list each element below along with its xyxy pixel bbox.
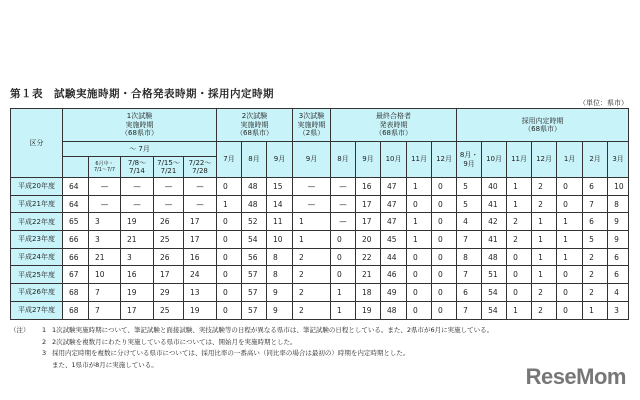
table-row <box>11 301 629 319</box>
header-month: 11月 <box>507 142 532 178</box>
table-cell: 25 <box>154 231 184 249</box>
table-cell: 18 <box>356 284 381 302</box>
table-cell: — <box>121 195 154 213</box>
table-row <box>11 213 629 231</box>
note-number: 1 <box>42 326 47 334</box>
table-cell: 0 <box>557 266 583 284</box>
table-cell: 57 <box>242 266 267 284</box>
table-cell: 2 <box>583 266 608 284</box>
row-label: 平成25年度 <box>11 266 63 284</box>
table-cell: 29 <box>154 284 184 302</box>
resemom-logo: ReseMom <box>525 364 626 389</box>
table-cell: 26 <box>154 248 184 266</box>
table-cell: 5 <box>457 195 482 213</box>
header-month: 12月 <box>432 142 457 178</box>
table-cell: 6 <box>583 213 608 231</box>
table-cell: 0 <box>407 301 432 319</box>
header-month: 11月 <box>407 142 432 178</box>
table-cell: 9 <box>267 284 293 302</box>
table-row <box>11 248 629 266</box>
table-cell: 7 <box>457 266 482 284</box>
table-cell: 2 <box>532 178 557 196</box>
header-week: 7/15～ 7/21 <box>154 157 184 178</box>
notes <box>10 325 493 371</box>
table-cell: 40 <box>482 178 507 196</box>
table-cell: 1 <box>557 213 583 231</box>
table-cell: 19 <box>121 213 154 231</box>
table-cell: — <box>331 213 356 231</box>
table-cell: 0 <box>331 266 356 284</box>
header-week: 6月中・ 7/1～7/7 <box>89 157 121 178</box>
table-cell: 68 <box>63 284 89 302</box>
table-cell: 52 <box>242 213 267 231</box>
table-cell: 0 <box>217 213 242 231</box>
table-cell: 0 <box>217 284 242 302</box>
table-cell: 1 <box>557 231 583 249</box>
table-row <box>11 266 629 284</box>
table-cell: 0 <box>217 231 242 249</box>
table-cell: — <box>89 178 121 196</box>
table-cell: 1 <box>532 213 557 231</box>
table-cell: 56 <box>242 248 267 266</box>
table-cell: 4 <box>608 284 629 302</box>
table-cell: 1 <box>407 231 432 249</box>
table-cell: 0 <box>217 301 242 319</box>
table-cell: 54 <box>482 284 507 302</box>
header-second-exam: 2次試験 実施時期 （68県市） <box>217 109 293 142</box>
table-cell: 1 <box>557 248 583 266</box>
table-cell: 0 <box>432 301 457 319</box>
table-cell: 45 <box>381 231 407 249</box>
table-cell: 3 <box>121 248 154 266</box>
table-cell: 64 <box>63 178 89 196</box>
table-cell: 0 <box>507 248 532 266</box>
table-cell: 2 <box>293 248 331 266</box>
table-cell: — <box>184 195 217 213</box>
table-cell: 16 <box>184 248 217 266</box>
table-cell: 0 <box>407 284 432 302</box>
header-month: 1月 <box>557 142 583 178</box>
table-cell: 41 <box>482 231 507 249</box>
header-month: 10月 <box>482 142 507 178</box>
table-row <box>11 178 629 196</box>
table-cell: — <box>184 178 217 196</box>
table-cell: 2 <box>532 195 557 213</box>
table-cell: 2 <box>293 284 331 302</box>
table-cell: 1 <box>583 301 608 319</box>
schedule-table <box>10 108 629 320</box>
table-cell: 8 <box>457 248 482 266</box>
table-cell: 0 <box>432 284 457 302</box>
header-month: 8月 <box>331 142 356 178</box>
table-cell: 54 <box>482 301 507 319</box>
table-cell: 17 <box>184 231 217 249</box>
table-cell: 13 <box>184 284 217 302</box>
table-cell: 6 <box>608 248 629 266</box>
table-cell: 0 <box>557 195 583 213</box>
table-cell: 48 <box>242 195 267 213</box>
table-cell: — <box>331 178 356 196</box>
table-cell: 26 <box>154 213 184 231</box>
table-cell: 4 <box>457 213 482 231</box>
header-kubun: 区分 <box>11 109 63 178</box>
table-cell: 2 <box>293 301 331 319</box>
note-item <box>10 325 493 337</box>
table-cell: 8 <box>608 195 629 213</box>
table-cell: 21 <box>89 248 121 266</box>
header-week: 7/22～ 7/28 <box>184 157 217 178</box>
table-cell: 9 <box>608 231 629 249</box>
table-cell: 3 <box>608 301 629 319</box>
header-month: 8月・ 9月 <box>457 142 482 178</box>
table-cell: 19 <box>121 284 154 302</box>
table-cell: 0 <box>432 213 457 231</box>
table-cell: 7 <box>89 301 121 319</box>
table-cell: 10 <box>267 231 293 249</box>
table-cell: 1 <box>507 178 532 196</box>
note-item <box>10 337 493 349</box>
header-third-exam: 3次試験 実施時期 （2県） <box>293 109 331 142</box>
row-label: 平成24年度 <box>11 248 63 266</box>
table-cell: 0 <box>407 248 432 266</box>
table-cell: 19 <box>184 301 217 319</box>
table-row <box>11 231 629 249</box>
table-cell: 0 <box>432 231 457 249</box>
row-label: 平成23年度 <box>11 231 63 249</box>
note-text: 1次試験実施時期について、筆記試験と面接試験、実技試験等の日程が異なる県市は、筆記試験の日程としている。また、2県市が6月に実施している。 <box>52 326 494 334</box>
table-cell: 0 <box>331 248 356 266</box>
table-cell: 48 <box>482 248 507 266</box>
table-cell: 0 <box>432 195 457 213</box>
header-month: 2月 <box>583 142 608 178</box>
table-cell: 57 <box>242 284 267 302</box>
row-label: 平成20年度 <box>11 178 63 196</box>
note-text: また、1県市が8月に実施している。 <box>52 360 158 369</box>
table-cell: 0 <box>432 266 457 284</box>
table-cell: 0 <box>217 178 242 196</box>
note-item <box>10 360 493 372</box>
note-text: 採用内定時期を複数に分けている県市については、採用比率の一番高い（同比率の場合は最初の）時期を内定時期とした。 <box>52 349 410 357</box>
table-cell: 0 <box>217 266 242 284</box>
table-cell: 1 <box>331 301 356 319</box>
note-number: 2 <box>42 337 47 346</box>
table-cell: 0 <box>331 231 356 249</box>
table-cell: 17 <box>121 301 154 319</box>
table-cell: 6 <box>608 266 629 284</box>
table-cell: 1 <box>532 248 557 266</box>
table-cell: 1 <box>217 195 242 213</box>
table-cell: 0 <box>432 178 457 196</box>
table-cell: 11 <box>267 213 293 231</box>
table-cell: 67 <box>63 266 89 284</box>
table-cell: 8 <box>267 248 293 266</box>
table-row <box>11 195 629 213</box>
table-cell: 10 <box>608 178 629 196</box>
table-cell: 7 <box>457 301 482 319</box>
table-cell: 46 <box>381 266 407 284</box>
table-cell: 0 <box>507 266 532 284</box>
table-cell: 0 <box>407 266 432 284</box>
table-cell: 3 <box>89 213 121 231</box>
table-cell: 47 <box>381 195 407 213</box>
table-cell: 1 <box>507 195 532 213</box>
table-cell: 0 <box>507 284 532 302</box>
table-cell: 64 <box>63 195 89 213</box>
header-month: 8月 <box>242 142 267 178</box>
table-cell: 21 <box>356 266 381 284</box>
table-cell: 17 <box>356 213 381 231</box>
table-cell: 51 <box>482 266 507 284</box>
table-cell: 0 <box>407 195 432 213</box>
table-cell: 2 <box>507 213 532 231</box>
header-month: 10月 <box>381 142 407 178</box>
table-cell: — <box>331 195 356 213</box>
table-cell: 1 <box>331 284 356 302</box>
note-number <box>42 360 52 372</box>
table-cell: 7 <box>583 195 608 213</box>
table-cell: 22 <box>356 248 381 266</box>
table-cell: 6 <box>457 284 482 302</box>
table-cell: 2 <box>507 231 532 249</box>
header-month: 3月 <box>608 142 629 178</box>
table-cell: 66 <box>63 248 89 266</box>
header-month: 9月 <box>293 142 331 178</box>
table-cell: 42 <box>482 213 507 231</box>
table-cell: 57 <box>242 301 267 319</box>
table-cell: 48 <box>381 301 407 319</box>
header-week: 7/8～ 7/14 <box>121 157 154 178</box>
table-cell: 44 <box>381 248 407 266</box>
table-cell: 24 <box>184 266 217 284</box>
header-offer: 採用内定時期 （68県市） <box>457 109 629 142</box>
table-cell: — <box>154 195 184 213</box>
table-cell: 19 <box>356 301 381 319</box>
note-text: 2次試験を複数月にわたり実施している県市については、開始月を実施時期とした。 <box>52 337 297 346</box>
table-cell: 66 <box>63 231 89 249</box>
table-cell: 68 <box>63 301 89 319</box>
table-cell: 1 <box>293 213 331 231</box>
table-cell: 1 <box>532 231 557 249</box>
table-cell: 9 <box>608 213 629 231</box>
row-label: 平成26年度 <box>11 284 63 302</box>
table-cell: 0 <box>557 301 583 319</box>
table-cell: 1 <box>407 213 432 231</box>
table-cell: 2 <box>532 301 557 319</box>
table-cell: 0 <box>557 178 583 196</box>
table-title: 第１表 試験実施時期・合格発表時期・採用内定時期 <box>10 88 274 100</box>
table-cell: — <box>121 178 154 196</box>
table-cell: 1 <box>532 266 557 284</box>
table-cell: 1 <box>407 178 432 196</box>
table-cell: 54 <box>242 231 267 249</box>
table-cell: 15 <box>267 178 293 196</box>
table-cell: 3 <box>89 231 121 249</box>
table-cell: 17 <box>154 266 184 284</box>
table-cell: 16 <box>356 178 381 196</box>
table-cell: 8 <box>267 266 293 284</box>
table-cell: 10 <box>89 266 121 284</box>
table-cell: 1 <box>507 301 532 319</box>
table-cell: 9 <box>267 301 293 319</box>
row-label: 平成27年度 <box>11 301 63 319</box>
unit-label: （単位：県市） <box>579 99 628 107</box>
table-cell: — <box>154 178 184 196</box>
table-cell: 41 <box>482 195 507 213</box>
table-cell: — <box>89 195 121 213</box>
table-cell: 2 <box>293 266 331 284</box>
table-cell: 65 <box>63 213 89 231</box>
table-cell: 48 <box>242 178 267 196</box>
note-number: 3 <box>42 349 47 357</box>
note-item <box>10 348 493 360</box>
table-cell: 47 <box>381 213 407 231</box>
header-final-pass: 最終合格者 発表時期 （68県市） <box>331 109 457 142</box>
row-label: 平成22年度 <box>11 213 63 231</box>
table-cell: 49 <box>381 284 407 302</box>
notes-label: （注） <box>10 326 30 334</box>
header-month: 12月 <box>532 142 557 178</box>
table-cell: 17 <box>356 195 381 213</box>
table-body <box>11 178 629 320</box>
table-cell: 17 <box>184 213 217 231</box>
row-label: 平成21年度 <box>11 195 63 213</box>
table-cell: 2 <box>532 284 557 302</box>
table-cell: 16 <box>121 266 154 284</box>
table-cell: 6 <box>583 178 608 196</box>
header-blank <box>63 157 89 178</box>
table-cell: 1 <box>293 231 331 249</box>
header-month: 9月 <box>267 142 293 178</box>
table-cell: — <box>293 195 331 213</box>
header-until-july: ～ 7月 <box>63 142 217 157</box>
table-row <box>11 284 629 302</box>
table-cell: 0 <box>557 284 583 302</box>
table-cell: 20 <box>356 231 381 249</box>
table-cell: 0 <box>432 248 457 266</box>
header-first-exam: 1次試験 実施時期 （68県市） <box>63 109 217 142</box>
table-cell: 7 <box>457 231 482 249</box>
table-cell: 21 <box>121 231 154 249</box>
header-month: 9月 <box>356 142 381 178</box>
table-cell: — <box>293 178 331 196</box>
table-cell: 14 <box>267 195 293 213</box>
table-cell: 5 <box>583 231 608 249</box>
table-cell: 2 <box>583 284 608 302</box>
table-cell: 0 <box>217 248 242 266</box>
table-cell: 47 <box>381 178 407 196</box>
table-cell: 25 <box>154 301 184 319</box>
table-cell: 5 <box>457 178 482 196</box>
table-cell: 7 <box>89 284 121 302</box>
header-month: 7月 <box>217 142 242 178</box>
table-cell: 2 <box>583 248 608 266</box>
